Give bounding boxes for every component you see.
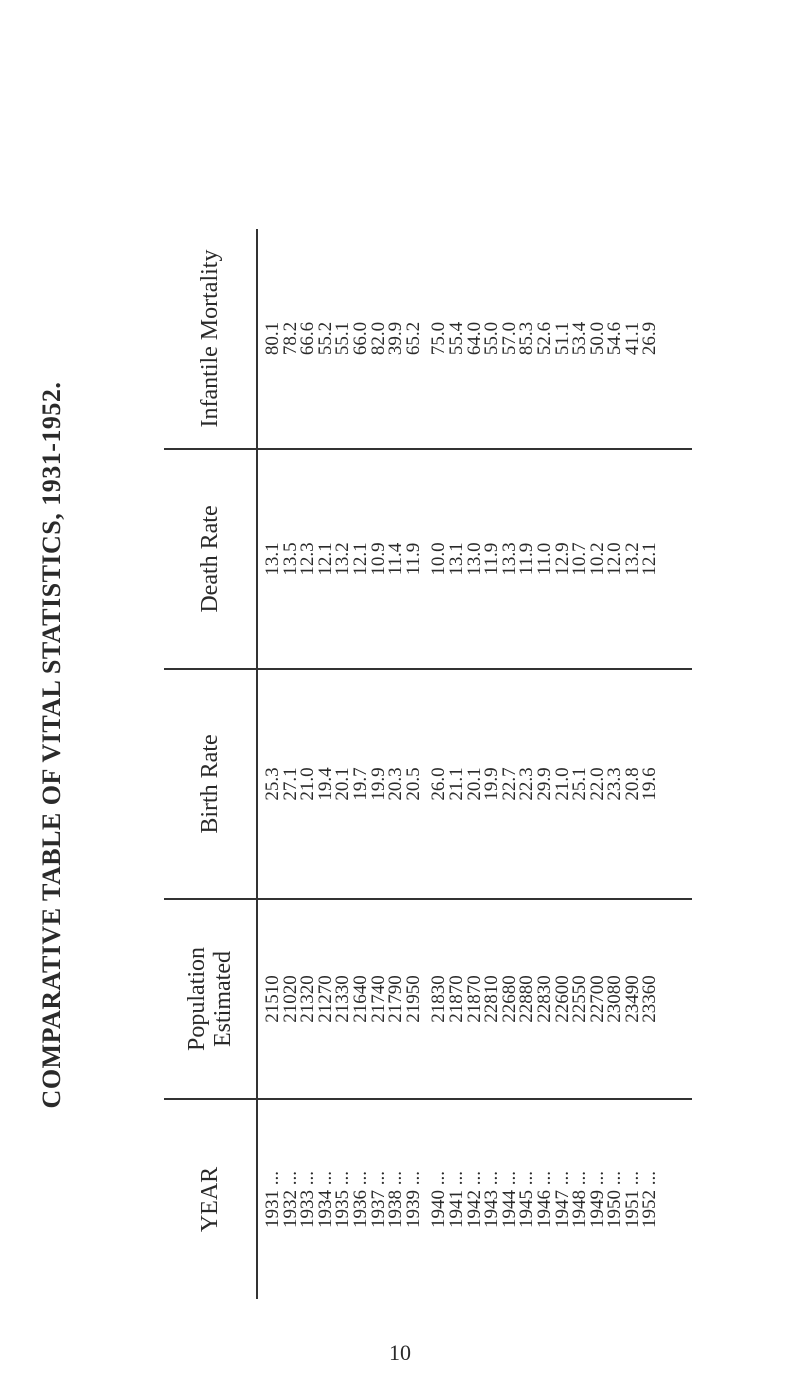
table-cell-infantile-mortality: 53.4	[569, 321, 591, 356]
table-cell-birth-rate: 22.0	[586, 767, 608, 801]
header-year: YEAR	[164, 1099, 257, 1299]
table-cell-population: 22880	[516, 975, 538, 1023]
table-cell-year: 1936 ...	[349, 1171, 371, 1228]
table-cell-death-rate: 12.1	[314, 542, 336, 576]
table-cell-infantile-mortality: 80.1	[262, 321, 283, 356]
year-column	[257, 1099, 692, 1299]
table-cell-population: 21270	[314, 975, 336, 1023]
table-cell-infantile-mortality: 64.0	[463, 321, 485, 356]
table-cell-year: 1933 ...	[297, 1171, 319, 1228]
table-cell-population: 21320	[297, 975, 319, 1023]
table-cell-infantile-mortality: 52.6	[533, 321, 555, 356]
table-cell-death-rate: 10.7	[569, 542, 591, 576]
table-cell-death-rate: 13.1	[445, 542, 467, 576]
table-cell-population: 22600	[551, 975, 573, 1023]
table-cell-birth-rate: 19.4	[314, 767, 336, 801]
table-cell-population: 23080	[604, 975, 626, 1023]
table-cell-death-rate: 11.9	[516, 542, 538, 576]
table-cell-death-rate: 11.0	[533, 542, 555, 576]
table-cell-death-rate: 12.0	[604, 542, 626, 576]
table-cell-infantile-mortality: 57.0	[498, 321, 520, 356]
table-cell-population: 21640	[349, 975, 371, 1023]
table-cell-infantile-mortality: 26.9	[639, 321, 661, 356]
table-cell-year: 1942 ...	[463, 1171, 485, 1228]
table-cell-population: 22680	[498, 975, 520, 1023]
table-cell-birth-rate: 21.0	[551, 767, 573, 801]
table-cell-death-rate: 10.9	[367, 542, 389, 576]
table-cell-birth-rate: 29.9	[533, 767, 555, 801]
table-cell-infantile-mortality: 51.1	[551, 321, 573, 356]
table-cell-population: 22700	[586, 975, 608, 1023]
table-cell-year: 1937 ...	[367, 1171, 389, 1228]
table-cell-death-rate: 13.2	[621, 542, 643, 576]
table-cell-infantile-mortality: 75.0	[428, 321, 450, 356]
table-cell-year: 1948 ...	[569, 1171, 591, 1228]
table-cell-birth-rate: 25.1	[569, 767, 591, 801]
table-cell-birth-rate: 19.9	[367, 767, 389, 801]
table-cell-infantile-mortality: 55.1	[332, 321, 354, 356]
table-cell-death-rate: 12.9	[551, 542, 573, 576]
table-cell-birth-rate: 26.0	[428, 767, 450, 801]
table-cell-infantile-mortality: 54.6	[604, 321, 626, 356]
table-cell-population: 23490	[621, 975, 643, 1023]
table-cell-year: 1950 ...	[604, 1171, 626, 1228]
table-cell-infantile-mortality: 85.3	[516, 321, 538, 356]
table-cell-infantile-mortality: 78.2	[279, 321, 301, 356]
death-rate-column	[257, 449, 692, 669]
table-cell-population: 21870	[445, 975, 467, 1023]
table-cell-birth-rate: 20.1	[332, 767, 354, 801]
table-cell-population: 22550	[569, 975, 591, 1023]
table-cell-infantile-mortality: 55.4	[445, 321, 467, 356]
infantile-mortality-column	[257, 229, 692, 449]
page-title: COMPARATIVE TABLE OF VITAL STATISTICS, 1931-1952.	[37, 381, 66, 1109]
table-cell-population: 23360	[639, 975, 661, 1023]
table-cell-population: 22830	[533, 975, 555, 1023]
table-cell-year: 1934 ...	[314, 1171, 336, 1228]
table-cell-death-rate: 13.5	[279, 542, 301, 576]
table-cell-year: 1949 ...	[586, 1171, 608, 1228]
table-cell-year: 1931 ...	[262, 1171, 283, 1228]
table-cell-population: 21330	[332, 975, 354, 1023]
birth-rate-column	[257, 669, 692, 899]
table-cell-year: 1952 ...	[639, 1171, 661, 1228]
header-death-rate: Death Rate	[164, 449, 257, 669]
table-cell-birth-rate: 20.5	[402, 767, 424, 801]
table-cell-year: 1938 ...	[385, 1171, 407, 1228]
table-cell-death-rate: 13.2	[332, 542, 354, 576]
table-cell-birth-rate: 20.1	[463, 767, 485, 801]
table-cell-birth-rate: 22.7	[498, 767, 520, 801]
page-number: 10	[389, 1340, 411, 1365]
table-cell-population: 22810	[481, 975, 503, 1023]
table-cell-year: 1951 ...	[621, 1171, 643, 1228]
table-cell-infantile-mortality: 39.9	[385, 321, 407, 356]
table-cell-death-rate: 13.1	[262, 542, 283, 576]
table-cell-death-rate: 11.9	[481, 542, 503, 576]
table-cell-population: 21790	[385, 975, 407, 1023]
table-cell-birth-rate: 21.1	[445, 767, 467, 801]
vital-statistics-table	[164, 229, 692, 1299]
table-cell-infantile-mortality: 66.6	[297, 321, 319, 356]
table-cell-death-rate: 12.3	[297, 542, 319, 576]
table-cell-infantile-mortality: 55.0	[481, 321, 503, 356]
table-cell-year: 1935 ...	[332, 1171, 354, 1228]
table-cell-birth-rate: 19.6	[639, 767, 661, 801]
header-infantile-mortality: Infantile Mortality	[164, 229, 257, 449]
table-cell-death-rate: 12.1	[639, 542, 661, 576]
table-cell-infantile-mortality: 55.2	[314, 321, 336, 356]
table-cell-death-rate: 12.1	[349, 542, 371, 576]
table-cell-year: 1940 ...	[428, 1171, 450, 1228]
table-cell-birth-rate: 21.0	[297, 767, 319, 801]
table-cell-population: 21830	[428, 975, 450, 1023]
population-column	[257, 899, 692, 1099]
table-cell-year: 1945 ...	[516, 1171, 538, 1228]
table-cell-birth-rate: 25.3	[262, 767, 283, 801]
table-cell-year: 1944 ...	[498, 1171, 520, 1228]
table-cell-population: 21740	[367, 975, 389, 1023]
table-cell-year: 1947 ...	[551, 1171, 573, 1228]
table-cell-population: 21020	[279, 975, 301, 1023]
header-population: Population Estimated	[164, 899, 257, 1099]
table-cell-birth-rate: 20.8	[621, 767, 643, 801]
table-cell-population: 21870	[463, 975, 485, 1023]
table-cell-birth-rate: 19.7	[349, 767, 371, 801]
table-cell-birth-rate: 20.3	[385, 767, 407, 801]
table-cell-death-rate: 13.0	[463, 542, 485, 576]
table-cell-death-rate: 13.3	[498, 542, 520, 576]
table-cell-year: 1946 ...	[533, 1171, 555, 1228]
table-cell-infantile-mortality: 50.0	[586, 321, 608, 356]
header-birth-rate: Birth Rate	[164, 669, 257, 899]
table-cell-death-rate: 11.9	[402, 542, 424, 576]
table-cell-death-rate: 10.0	[428, 542, 450, 576]
table-cell-infantile-mortality: 82.0	[367, 321, 389, 356]
table-cell-death-rate: 10.2	[586, 542, 608, 576]
table-cell-birth-rate: 23.3	[604, 767, 626, 801]
table-cell-year: 1939 ...	[402, 1171, 424, 1228]
table-cell-population: 21510	[262, 975, 283, 1023]
table-cell-population: 21950	[402, 975, 424, 1023]
table-cell-infantile-mortality: 41.1	[621, 321, 643, 356]
table-cell-birth-rate: 19.9	[481, 767, 503, 801]
table-cell-infantile-mortality: 66.0	[349, 321, 371, 356]
table-cell-year: 1943 ...	[481, 1171, 503, 1228]
table-cell-birth-rate: 27.1	[279, 767, 301, 801]
table-cell-birth-rate: 22.3	[516, 767, 538, 801]
table-cell-year: 1932 ...	[279, 1171, 301, 1228]
table-cell-death-rate: 11.4	[385, 542, 407, 576]
table-cell-infantile-mortality: 65.2	[402, 321, 424, 356]
table-cell-year: 1941 ...	[445, 1171, 467, 1228]
